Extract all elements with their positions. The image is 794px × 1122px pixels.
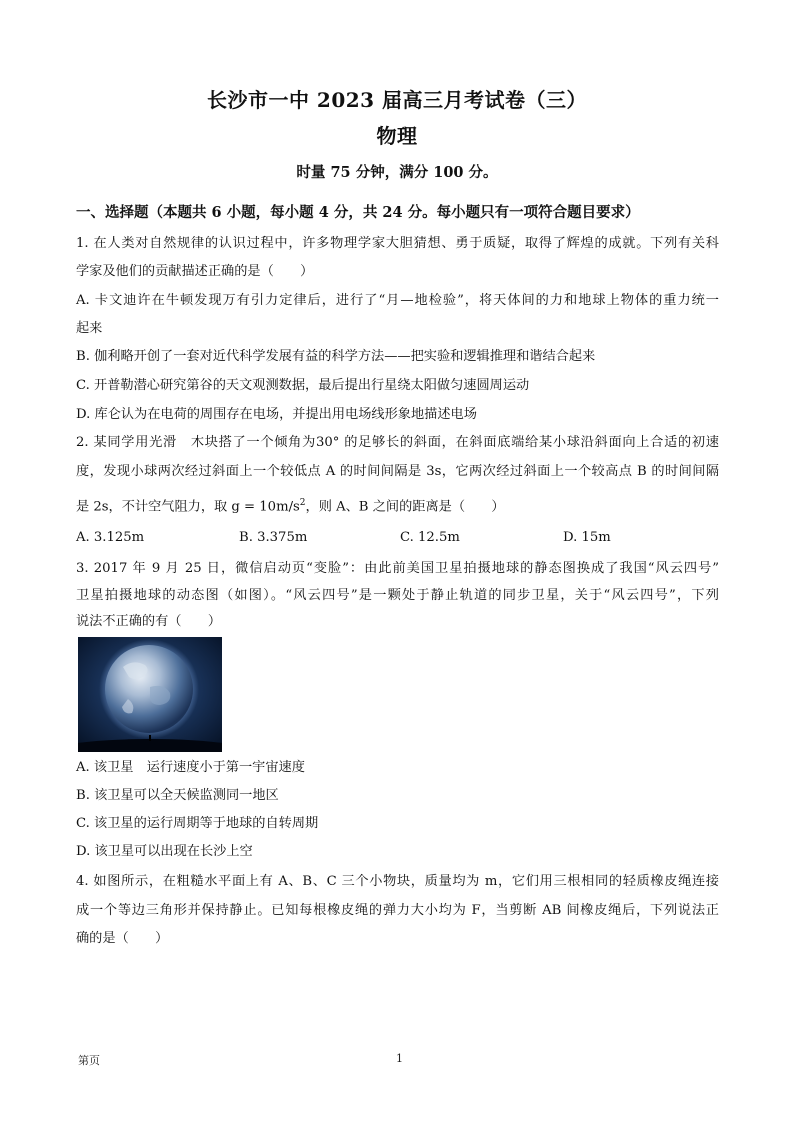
q4-stem-line3: 确的是（ ）	[76, 931, 169, 946]
q1-stem-line1: 1. 在人类对自然规律的认识过程中，许多物理学家大胆猜想、勇于质疑，取得了辉煌的成就。下列有关科	[76, 236, 719, 251]
q1-stem-line2: 学家及他们的贡献描述正确的是（ ）	[76, 264, 314, 279]
q2-option-c: C. 12.5m	[400, 530, 460, 545]
q2-option-a: A. 3.125m	[76, 530, 145, 545]
q1-option-a-line1: A. 卡文迪许在牛顿发现万有引力定律后，进行了“月—地检验”，将天体间的力和地球上物体的重力统一	[76, 293, 719, 308]
subject-title: 物理	[376, 124, 418, 148]
q2-line3-part2: ，则 A、B 之间的距离是（ ）	[305, 499, 505, 515]
q3-option-d: D. 该卫星可以出现在长沙上空	[76, 844, 253, 859]
q3-stem-line2: 卫星拍摄地球的动态图（如图）。“风云四号”是一颗处于静止轨道的同步卫星，关于“风云四号”，下列	[76, 588, 719, 603]
q2-stem-line2: 度，发现小球两次经过斜面上一个较低点 A 的时间间隔是 3s，它两次经过斜面上一个较高点 B 的时间间隔	[76, 464, 719, 479]
q3-option-c: C. 该卫星的运行周期等于地球的自转周期	[76, 816, 319, 831]
footer-page-label: 第页	[78, 1054, 100, 1067]
q4-stem-line1: 4. 如图所示，在粗糙水平面上有 A、B、C 三个小物块，质量均为 m，它们用三根相同的轻质橡皮绳连接	[76, 874, 719, 889]
q1-option-d: D. 库仑认为在电荷的周围存在电场，并提出用电场线形象地描述电场	[76, 407, 477, 422]
q2-option-b: B. 3.375m	[239, 530, 308, 545]
q1-option-c: C. 开普勒潜心研究第谷的天文观测数据，最后提出行星绕太阳做匀速圆周运动	[76, 378, 530, 393]
q1-option-b: B. 伽利略开创了一套对近代科学发展有益的科学方法——把实验和逻辑推理和谐结合起来	[76, 349, 596, 364]
q2-stem-line3	[76, 494, 505, 516]
q3-stem-line1: 3. 2017 年 9 月 25 日，微信启动页“变脸”：由此前美国卫星拍摄地球的静态图换成了我国“风云四号”	[76, 561, 719, 576]
q4-stem-line2: 成一个等边三角形并保持静止。已知每根橡皮绳的弹力大小均为 F，当剪断 AB 间橡皮绳后，下列说法正	[76, 903, 719, 918]
q3-option-a: A. 该卫星 运行速度小于第一宇宙速度	[76, 760, 305, 775]
q2-line3-part1: 是 2s，不计空气阻力，取 g = 10m/s	[76, 499, 300, 515]
q2-stem-line1: 2. 某同学用光滑 木块搭了一个倾角为30° 的足够长的斜面，在斜面底端给某小球沿斜面向上合适的初速	[76, 435, 719, 450]
exam-title: 长沙市一中 2023 届高三月考试卷（三）	[206, 88, 588, 112]
earth-image	[78, 637, 222, 752]
q3-option-b: B. 该卫星可以全天候监测同一地区	[76, 788, 279, 803]
q2-option-d: D. 15m	[563, 530, 611, 545]
footer-page-number: 1	[396, 1052, 403, 1065]
q2-line3-superscript: 2	[299, 498, 306, 508]
q1-option-a-line2: 起来	[76, 321, 103, 336]
earth-illustration	[78, 637, 222, 752]
exam-info: 时量 75 分钟，满分 100 分。	[296, 164, 498, 181]
section-heading: 一、选择题（本题共 6 小题，每小题 4 分，共 24 分。每小题只有一项符合题目要求）	[76, 204, 640, 221]
q3-stem-line3: 说法不正确的有（ ）	[76, 614, 222, 629]
